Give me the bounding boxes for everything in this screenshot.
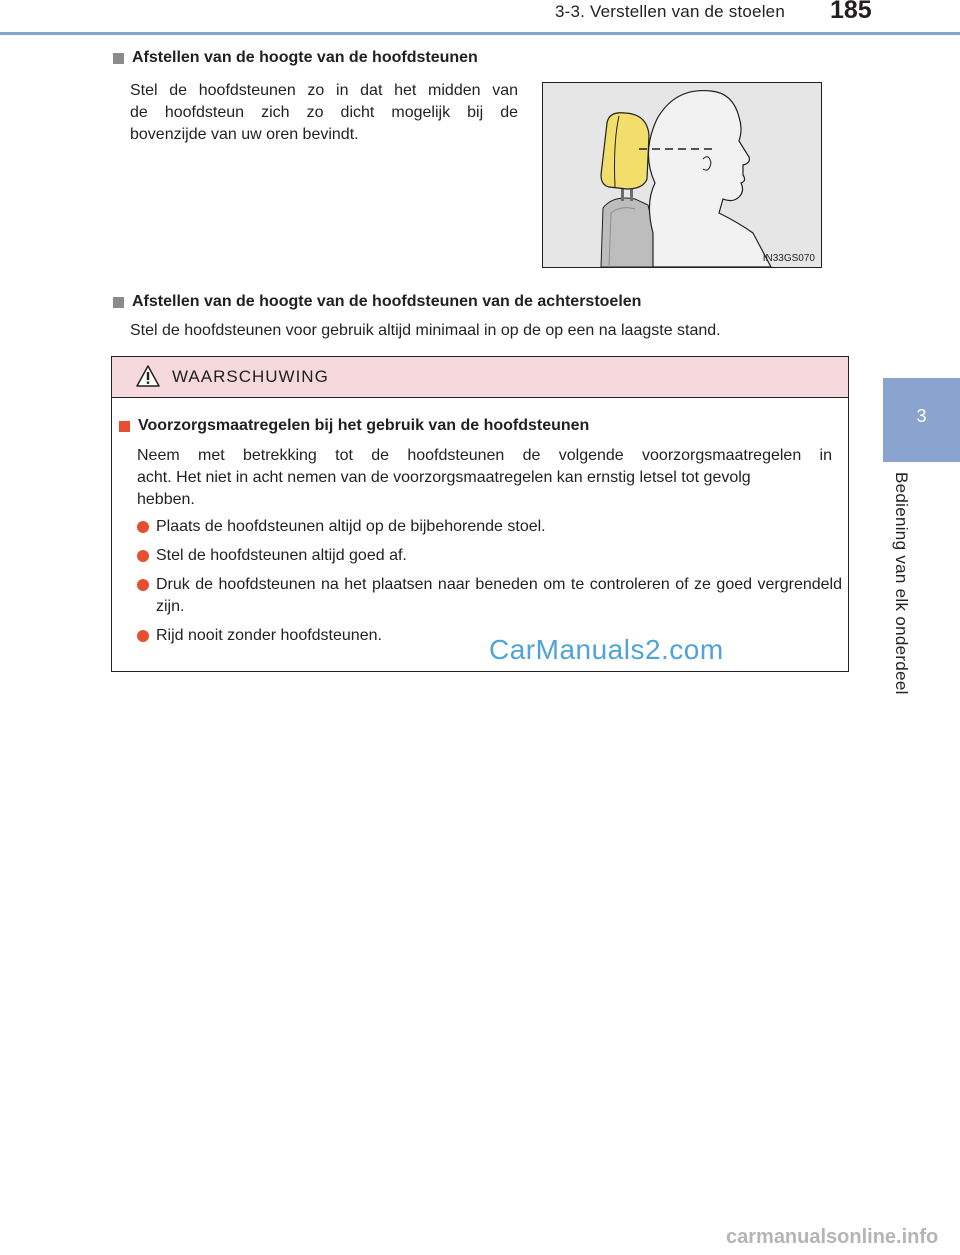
warning-subheading-text: Voorzorgsmaatregelen bij het gebruik van de hoofdsteunen	[138, 417, 590, 434]
section-heading-front	[113, 49, 478, 67]
warning-bullet-text: Plaats de hoofdsteunen altijd op de bijbehorende stoel.	[156, 518, 546, 535]
warning-bullet-text: Druk de hoofdsteunen na het plaatsen naar beneden om te controleren of ze goed vergrendeld zijn.	[156, 576, 842, 615]
running-header-section: 3-3. Verstellen van de stoelen	[555, 2, 785, 21]
warning-intro-line: Neem met betrekking tot de hoofdsteunen de volgende voorzorgsmaatregelen in	[137, 447, 832, 464]
square-bullet-icon	[113, 297, 124, 308]
warning-bullet	[137, 574, 842, 618]
body-line: Stel de hoofdsteunen zo in dat het midden van	[130, 82, 518, 99]
section-front-body	[130, 80, 518, 146]
bullet-dot-icon	[137, 550, 149, 562]
watermark-carmanuals2: CarManuals2.com	[489, 634, 724, 665]
bullet-dot-icon	[137, 630, 149, 642]
section-rear-body: Stel de hoofdsteunen voor gebruik altijd minimaal in op de op een na laagste stand.	[130, 322, 721, 339]
section-heading-rear-text: Afstellen van de hoogte van de hoofdsteunen van de achterstoelen	[132, 293, 642, 310]
bullet-dot-icon	[137, 579, 149, 591]
warning-bullet-text: Stel de hoofdsteunen altijd goed af.	[156, 547, 407, 564]
watermark-footer: carmanualsonline.info	[726, 1226, 939, 1248]
warning-bullet	[137, 516, 842, 538]
square-bullet-icon	[119, 421, 130, 432]
headrest-illustration	[542, 82, 822, 268]
warning-bullet	[137, 545, 842, 567]
header-rule	[0, 32, 960, 35]
body-line: bovenzijde van uw oren bevindt.	[130, 126, 359, 143]
page-number: 185	[830, 0, 872, 24]
figure-code: IN33GS070	[762, 253, 815, 264]
square-bullet-icon	[113, 53, 124, 64]
chapter-tab	[883, 378, 960, 462]
warning-header	[112, 357, 848, 398]
bullet-dot-icon	[137, 521, 149, 533]
warning-subheading	[119, 417, 589, 435]
section-heading-front-text: Afstellen van de hoogte van de hoofdsteunen	[132, 49, 478, 66]
chapter-title: Bediening van elk onderdeel	[892, 472, 911, 695]
warning-box	[111, 356, 849, 672]
section-heading-rear	[113, 293, 641, 311]
warning-bullet-text: Rijd nooit zonder hoofdsteunen.	[156, 627, 382, 644]
chapter-number: 3	[916, 406, 927, 426]
body-line: de hoofdsteun zich zo dicht mogelijk bij de	[130, 104, 518, 121]
warning-title: WAARSCHUWING	[172, 367, 329, 386]
warning-intro-line: acht. Het niet in acht nemen van de voorzorgsmaatregelen kan ernstig letsel tot gevolg	[137, 469, 751, 486]
headrest-drawing	[543, 83, 821, 267]
warning-intro	[137, 445, 832, 511]
warning-intro-line: hebben.	[137, 491, 195, 508]
warning-triangle-icon	[136, 365, 160, 387]
